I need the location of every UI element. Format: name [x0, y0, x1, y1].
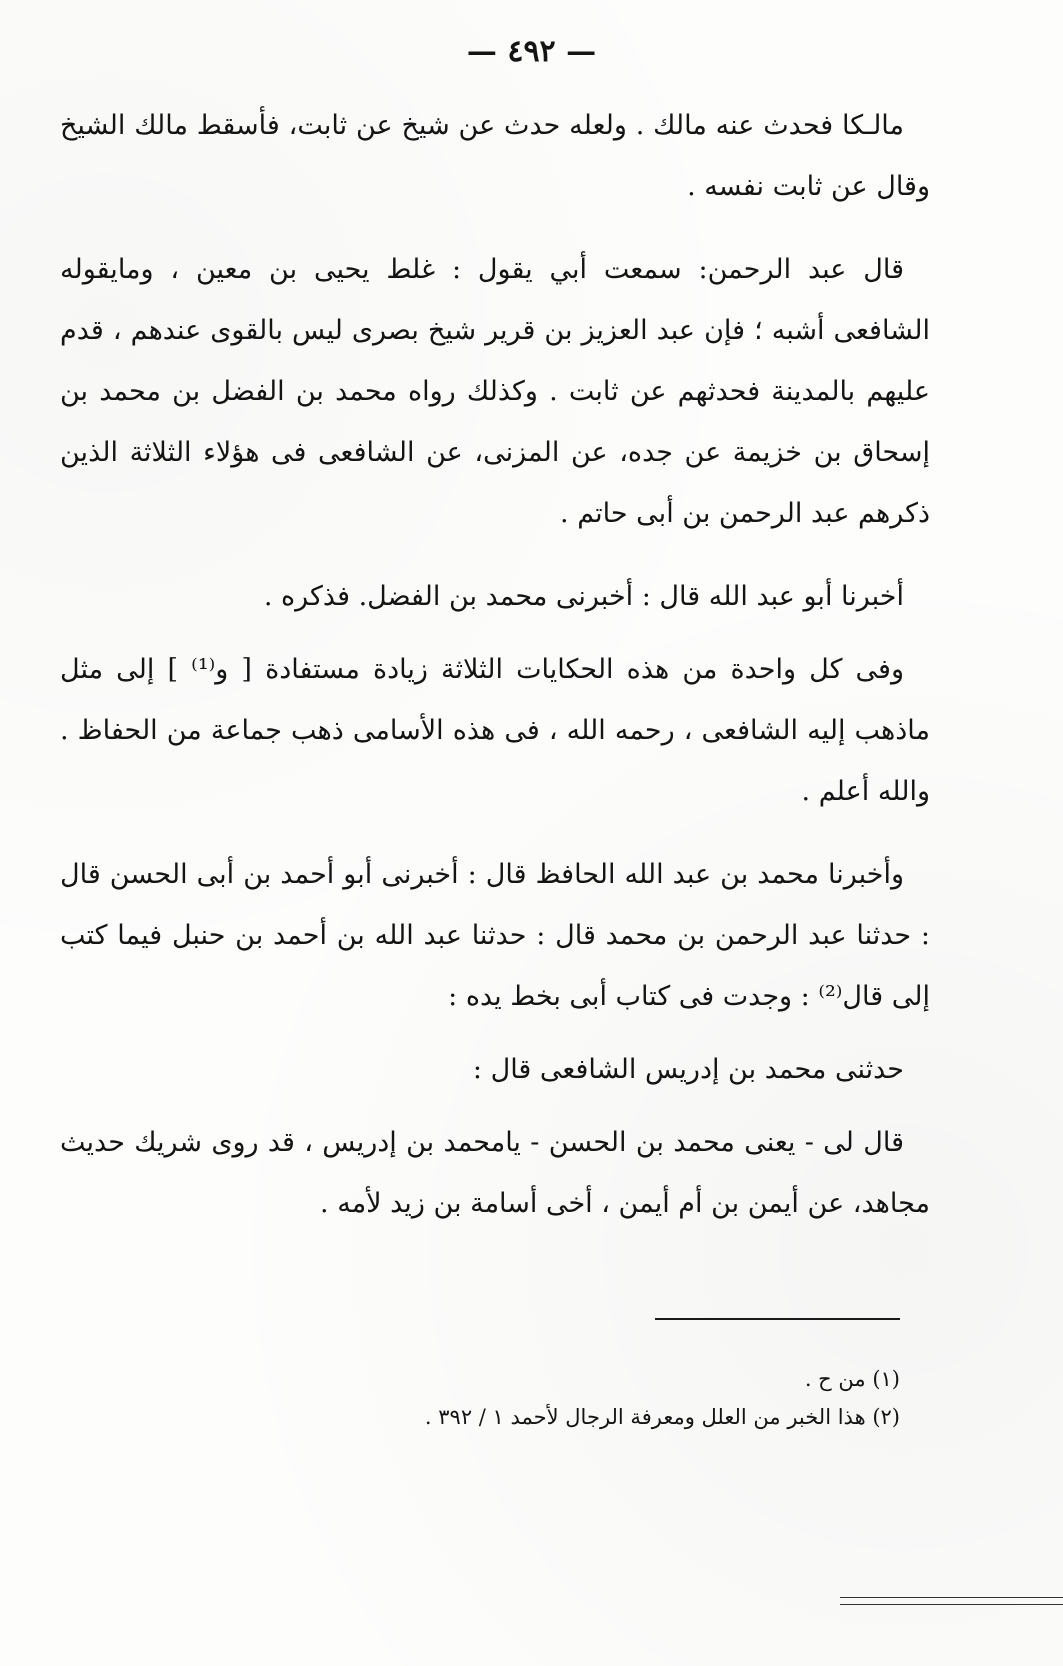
paragraph-4: وفى كل واحدة من هذه الحكايات الثلاثة زيادة مستفادة [ و⁽¹⁾ ] إلى مثل ماذهب إليه الشافعى ، رحمه الله ، فى هذه الأسامى ذهب جماعة من الحفاظ . والله أعلم . — [60, 654, 930, 807]
footnote-1: (١) من ح . — [804, 1367, 900, 1391]
paragraph-6: حدثنى محمد بن إدريس الشافعى قال : — [472, 1054, 904, 1085]
footnotes — [60, 1360, 900, 1436]
scan-edge-line — [840, 1597, 1063, 1598]
footnote-2: (٢) هذا الخبر من العلل ومعرفة الرجال لأحمد ١ / ٣٩٢ . — [424, 1405, 900, 1429]
scan-edge-line — [840, 1604, 1063, 1605]
footnote-divider — [655, 1318, 900, 1320]
paragraph-3: أخبرنا أبو عبد الله قال : أخبرنى محمد بن الفضل. فذكره . — [263, 581, 904, 612]
page-number: — ٤٩٢ — — [466, 34, 597, 69]
paragraph-5: وأخبرنا محمد بن عبد الله الحافظ قال : أخبرنى أبو أحمد بن أبى الحسن قال : حدثنا عبد الرحمن بن محمد قال : حدثنا عبد الله بن أحمد بن حنبل فيما كتب إلى قال⁽²⁾ : وجدت فى كتاب أبى بخط يده : — [60, 859, 930, 1012]
paragraph-7: قال لى - يعنى محمد بن الحسن - يامحمد بن إدريس ، قد روى شريك حديث مجاهد، عن أيمن بن أم أيمن ، أخى أسامة بن زيد لأمه . — [60, 1127, 930, 1219]
page-body — [60, 95, 930, 1234]
paragraph-2: قال عبد الرحمن: سمعت أبي يقول : غلط يحيى بن معين ، ومايقوله الشافعى أشبه ؛ فإن عبد العزيز بن قرير شيخ بصرى ليس بالقوى عندهم ، قدم عليهم بالمدينة فحدثهم عن ثابت . وكذلك رواه محمد بن الفضل بن محمد بن إسحاق بن خزيمة عن جده، عن المزنى، عن الشافعى فى هؤلاء الثلاثة الذين ذكرهم عبد الرحمن بن أبى حاتم . — [60, 254, 930, 529]
paragraph-1: مالـكا فحدث عنه مالك . ولعله حدث عن شيخ عن ثابت، فأسقط مالك الشيخ وقال عن ثابت نفسه . — [60, 110, 930, 202]
